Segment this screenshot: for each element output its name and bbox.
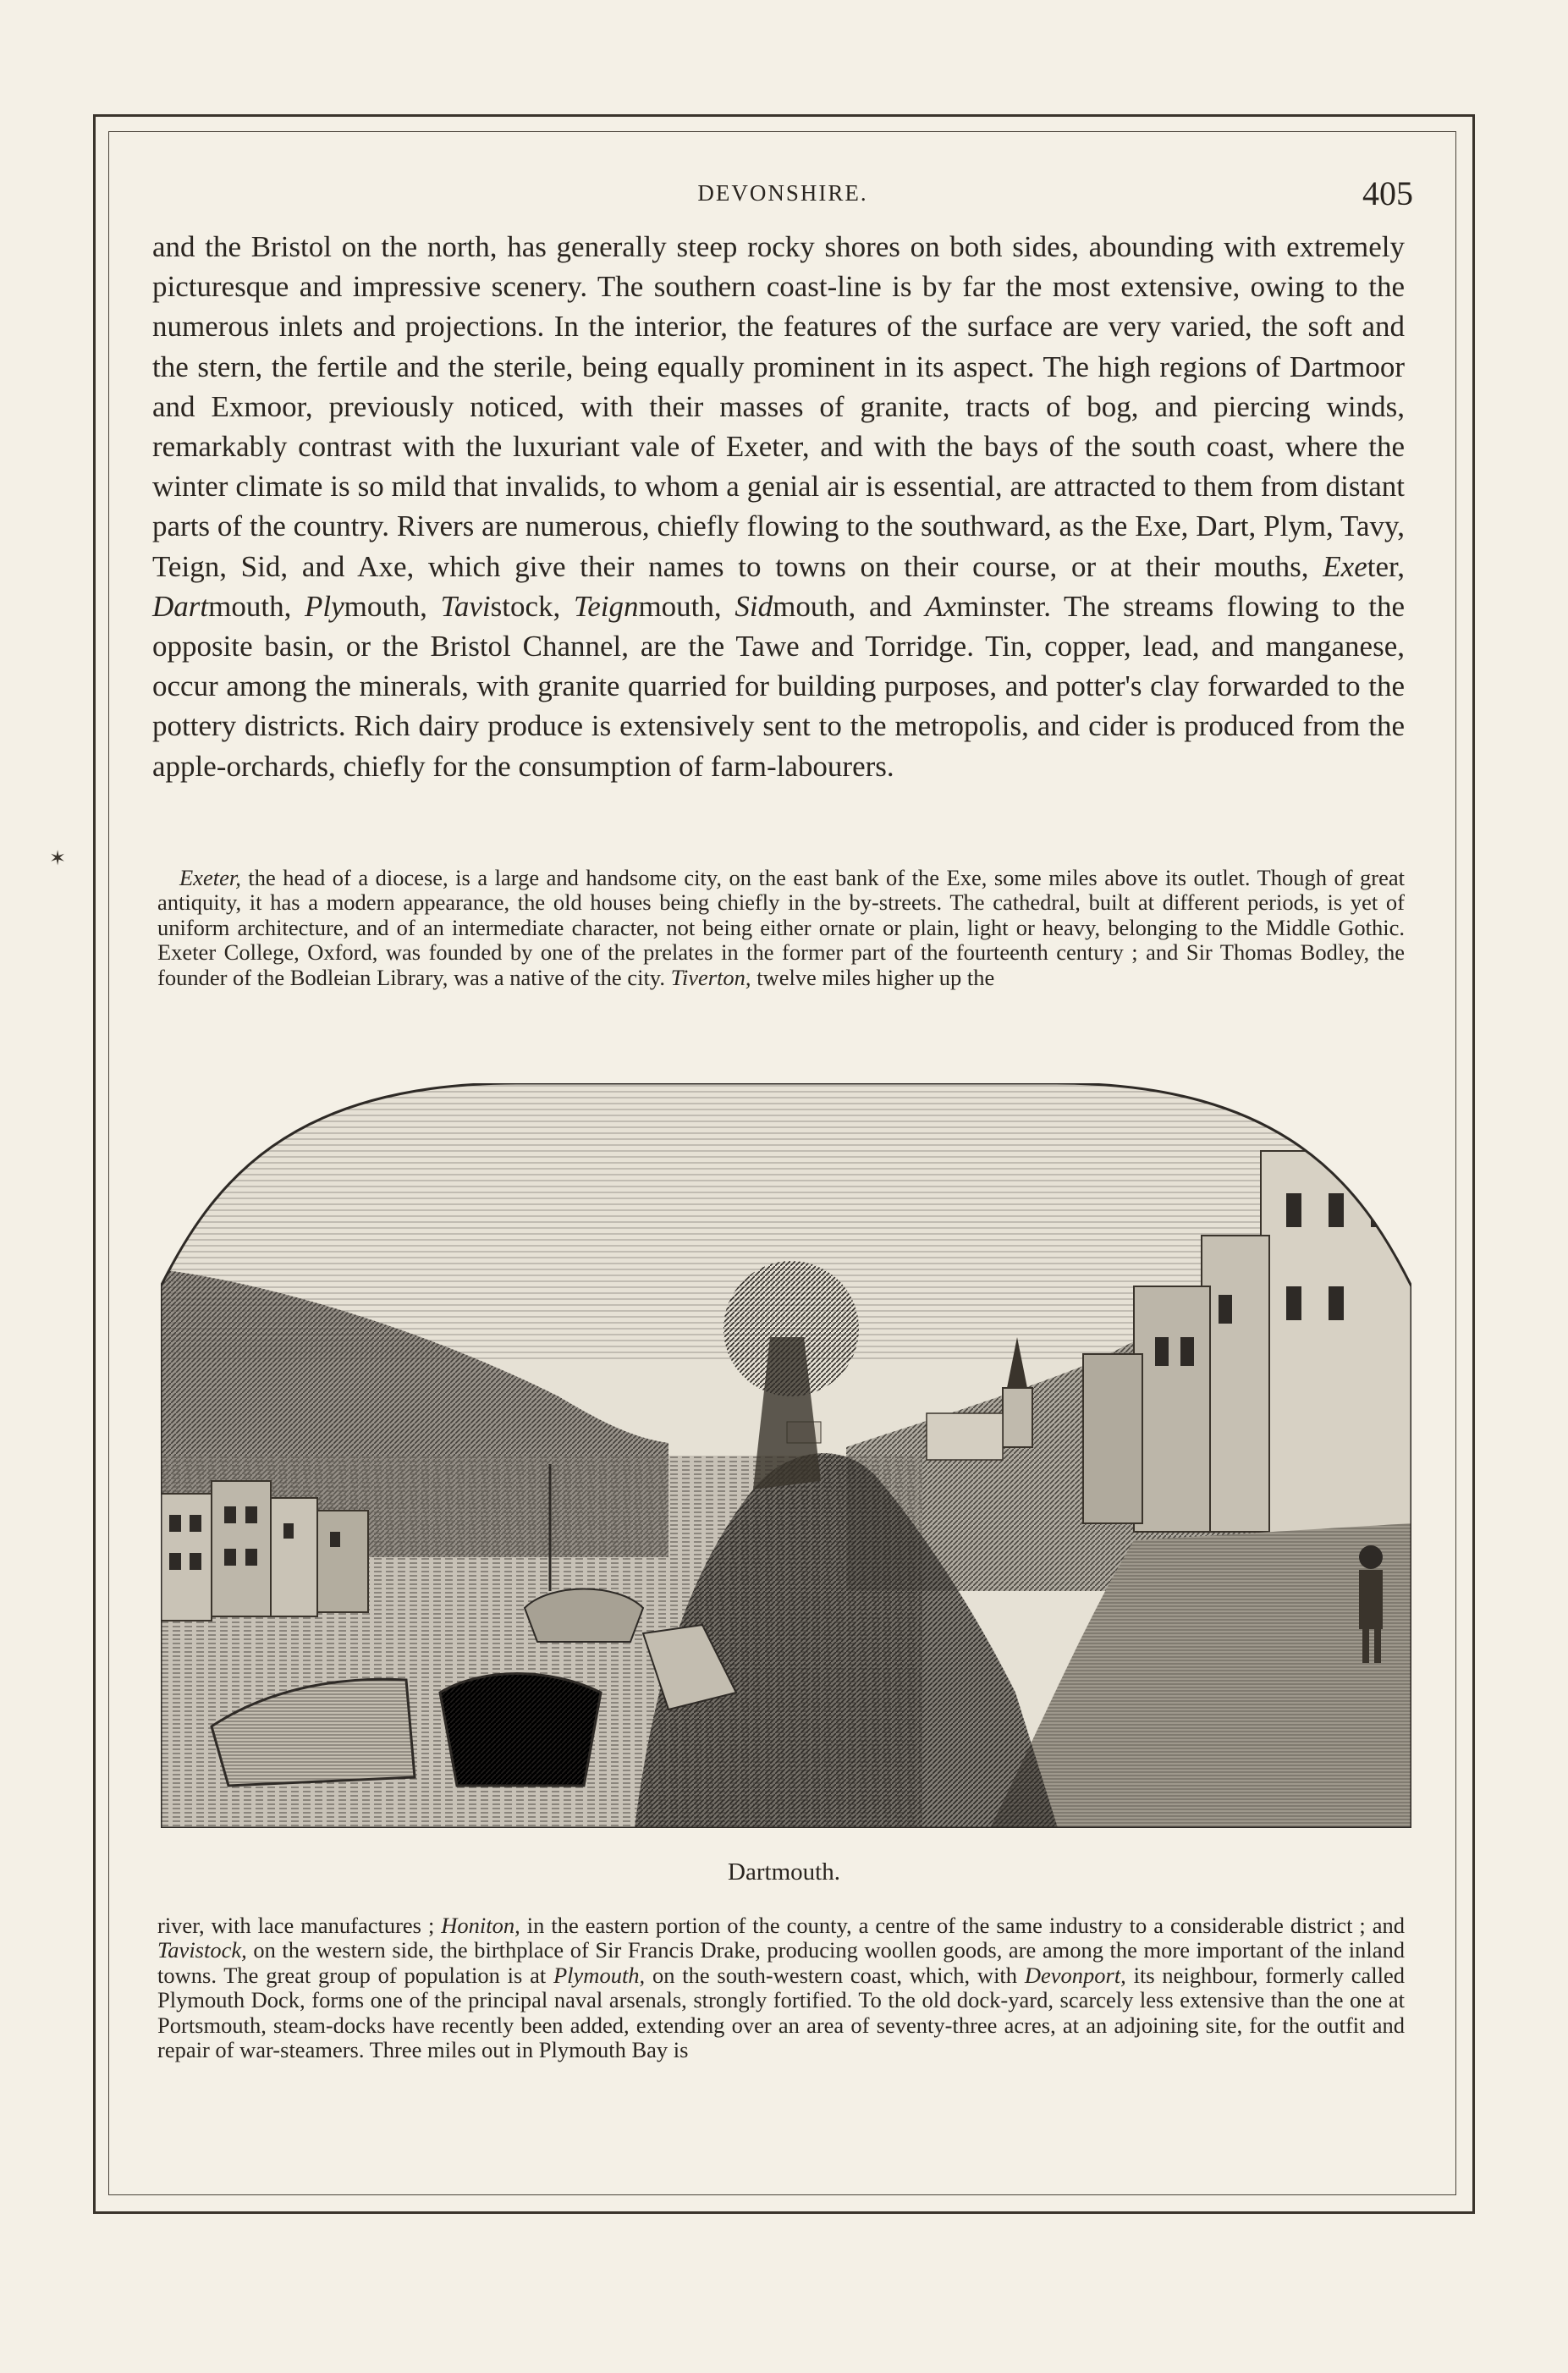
engraving-scene <box>161 1083 1411 1828</box>
italic-teign: Teign <box>573 589 639 623</box>
text-teignmouth-rest: mouth, <box>638 589 735 623</box>
italic-honiton: Honiton, <box>441 1913 520 1938</box>
main-paragraph-part2: The streams flowing to the opposite basin, or the Bristol Channel, are the Tawe and Torridge. Tin, copper, lead, and manganese, occur among the minerals, with granite quarried for building purposes, and potter's clay forwarded to the pottery districts. Rich dairy produce is extensively sent to the metropolis, and cider is produced from the apple-orchards, chiefly for the consumption of farm-labourers. <box>152 589 1406 783</box>
italic-tiverton: Tiverton, <box>670 964 751 990</box>
text-axminster-rest: minster. <box>956 589 1051 623</box>
italic-sid: Sid <box>734 589 773 623</box>
continued-text-1: river, with lace manufactures ; <box>157 1913 442 1938</box>
italic-exe: Exe <box>1323 549 1367 583</box>
continued-text-2: in the eastern portion of the county, a centre of the same industry to a considerable district ; and <box>520 1913 1405 1938</box>
page-number: 405 <box>1362 174 1413 212</box>
illustration-caption: Dartmouth. <box>728 1858 840 1886</box>
continued-text-3: on the western side, the birthplace of Sir Francis Drake, producing woollen goods, are among the more important of the inland towns. The great group of population is at <box>157 1937 1405 1988</box>
margin-ornament: ✶ <box>49 848 67 870</box>
italic-ply: Ply <box>305 589 344 623</box>
running-head <box>152 173 1413 224</box>
italic-exeter: Exeter, <box>179 865 241 890</box>
italic-tavi: Tavi <box>440 589 491 623</box>
italic-ax: Ax <box>925 589 957 623</box>
running-title: DEVONSHIRE. <box>697 180 868 206</box>
main-paragraph-part1: and the Bristol on the north, has generally steep rocky shores on both sides, abounding with extremely picturesque and impressive scenery. The southern coast-line is by far the most extensive, owing to the numerous inlets and projections. In the interior, the features of the surface are very varied, the soft and the stern, the fertile and the sterile, being equally prominent in its aspect. The high regions of Dartmoor and Exmoor, previously noticed, with their masses of granite, tracts of bog, and piercing winds, remarkably contrast with the luxuriant vale of Exeter, and with the bays of the south coast, where the winter climate is so mild that invalids, to whom a genial air is essential, are attracted to them from distant parts of the country. Rivers are numerous, chiefly flowing to the southward, as the Exe, Dart, Plym, Tavy, Teign, Sid, and Axe, which give their names to towns on their course, or at their mouths, <box>152 230 1405 583</box>
exeter-paragraph <box>157 866 1405 990</box>
continued-text-5: its neighbour, formerly called Plymouth Dock, forms one of the principal naval arsenals, strongly fortified. To the old dock-yard, scarcely less extensive than the one at Portsmouth, steam-docks have recently been added, extending over an area of seventy-three acres, at an adjoining site, for the outfit and repair of war-steamers. Three miles out in Plymouth Bay is <box>157 1962 1405 2063</box>
italic-tavistock: Tavistock, <box>157 1937 247 1963</box>
engraving-artwork <box>161 1083 1411 1828</box>
text-exeter-rest: ter, <box>1367 549 1405 583</box>
italic-dart: Dart <box>152 589 209 623</box>
central-tree-canopy <box>723 1261 859 1396</box>
exeter-text: the head of a diocese, is a large and handsome city, on the east bank of the Exe, some miles above its outlet. Though of great antiquity, it has a modern appearance, the old houses being chiefly in the by-streets. The cathedral, built at different periods, is yet of uniform architecture, and of an intermediate character, not being either ornate or plain, light or heavy, belonging to the Middle Gothic. Exeter College, Oxford, was founded by one of the prelates in the former part of the fourteenth century ; and Sir Thomas Bodley, the founder of the Bodleian Library, was a native of the city. <box>157 865 1405 990</box>
italic-devonport: Devonport, <box>1024 1962 1126 1988</box>
text-plymouth-rest: mouth, <box>344 589 441 623</box>
dartmouth-engraving <box>161 1083 1411 1828</box>
text-sidmouth-rest: mouth, and <box>773 589 926 623</box>
main-paragraph <box>152 227 1405 786</box>
text-tavistock-rest: stock, <box>490 589 574 623</box>
continued-text-4: on the south-western coast, which, with <box>645 1962 1025 1988</box>
continued-paragraph <box>157 1913 1405 2062</box>
italic-plymouth: Plymouth, <box>553 1962 646 1988</box>
tiverton-text: twelve miles higher up the <box>751 964 995 990</box>
text-dartmouth-rest: mouth, <box>208 589 305 623</box>
